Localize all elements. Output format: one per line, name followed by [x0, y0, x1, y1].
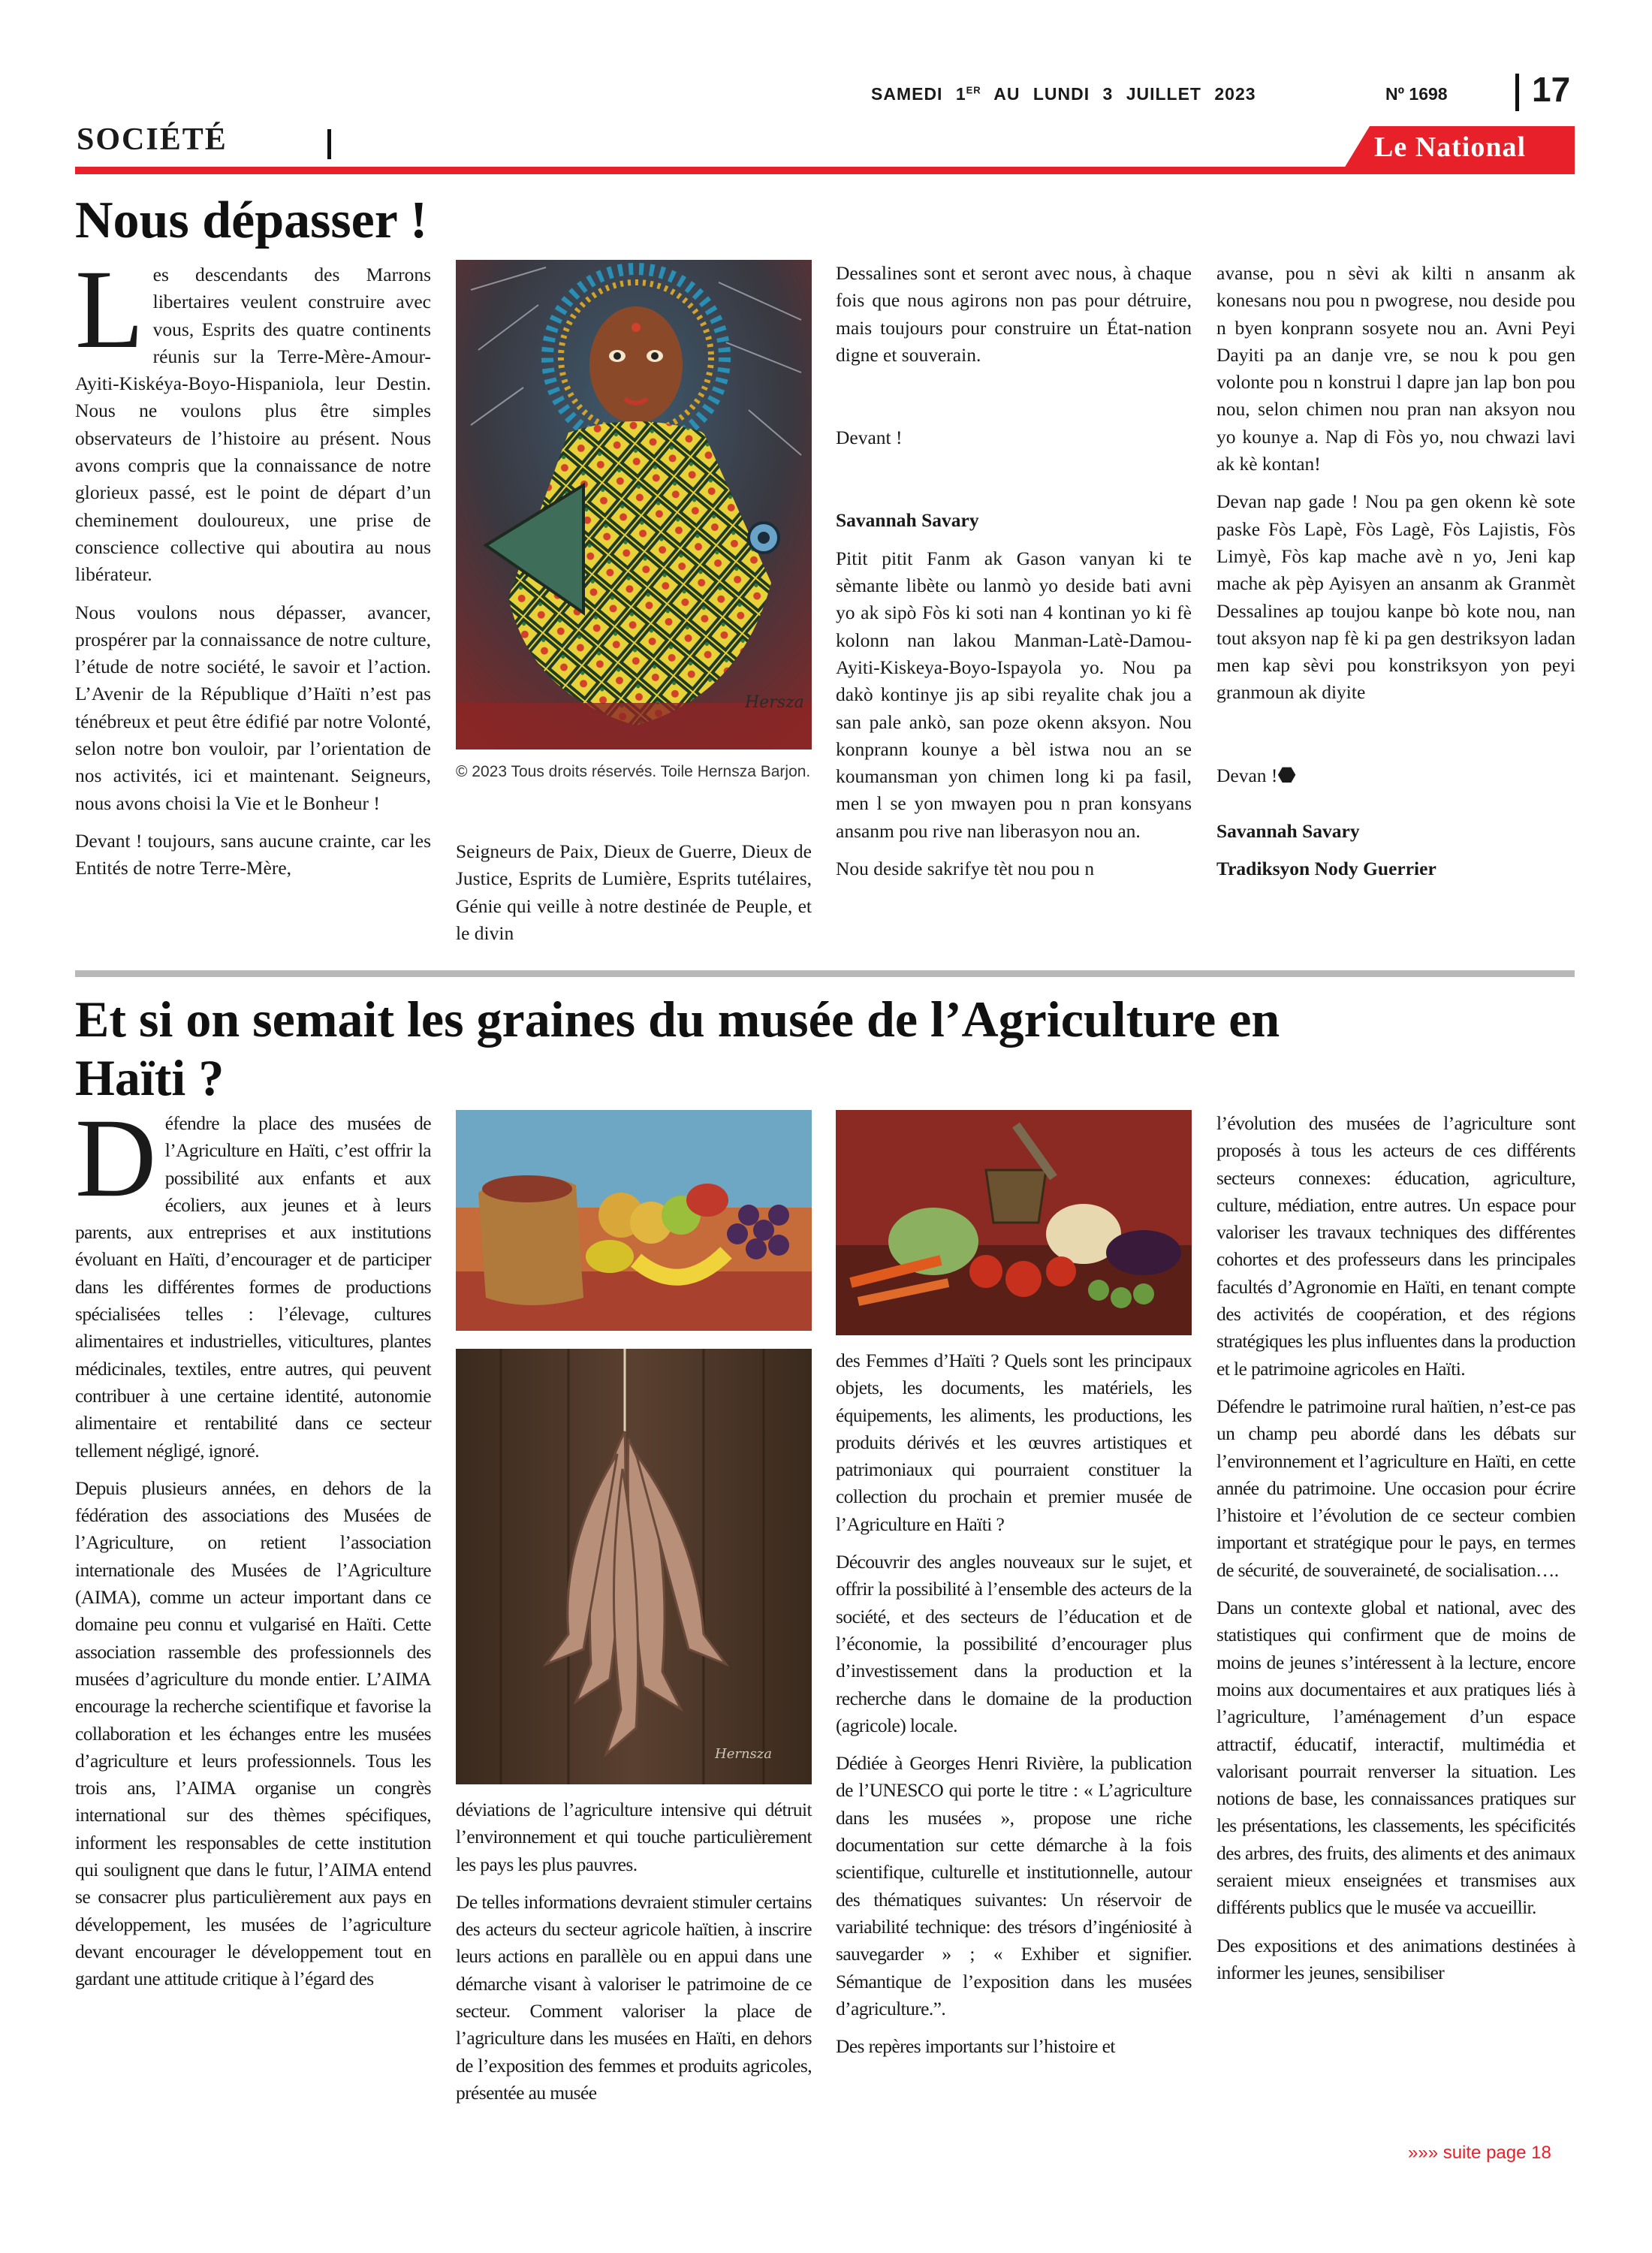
continued-link[interactable]: »»» suite page 18 [1408, 2143, 1551, 2163]
fish-painting-signature: Hernsza [715, 1746, 772, 1762]
fruit-painting-image [456, 1110, 812, 1331]
article1-column-4: avanse, pou n sèvi ak kilti n ansanm ak konesans nou pou n pwogrese, nou deside pou n byen konprann sosyete nou an. Avni Peyi Dayiti pa an danje vre, se nou k pou gen volonte pou n konstrui l dapre jan lap bon pou nou, selon chimen nou pran nan aksyon nou yo kounye a. Nap di Fòs yo, nou chwazi lavi ak kè kontan! Devan nap gade ! Nou pa gen okenn kè sote paske Fòs Lapè, Fòs Lagè, Fòs Lajistis, Fòs Limyè, Fòs kap mache avè n yo, Jeni kap mache ak pèp Ayisyen an ansanm ak Granmèt Dessalines ap toujou kanpe bò kote nou, nan tout aksyon nap fè ki pa gen destriksyon ladan men kap sèvi pou konstriksyon yon peyi granmoun ak diyite Devan !⬣ Savannah Savary Tradiksyon Nody Guerrier [1216, 260, 1575, 894]
header-rule [75, 167, 1575, 174]
image-caption: © 2023 Tous droits réservés. Toile Hernsza Barjon. [456, 763, 811, 780]
article-divider [75, 970, 1575, 977]
section-title: SOCIÉTÉ [77, 122, 228, 157]
translator-credit: Tradiksyon Nody Guerrier [1216, 858, 1436, 880]
fish-painting-image [456, 1349, 812, 1784]
page-number: 17 [1532, 70, 1571, 109]
section-divider [327, 129, 331, 159]
issue-number: Nº 1698 [1385, 84, 1448, 104]
end-mark-icon: ⬣ [1277, 763, 1296, 787]
article1-column-2: Seigneurs de Paix, Dieux de Guerre, Dieux de Justice, Esprits de Lumière, Esprits tutélaires, Génie qui veille à notre destinée de Peuple, et le divin [456, 840, 812, 944]
vegetable-painting-image [836, 1110, 1192, 1335]
article2-title: Et si on semait les graines du musée de l’Agriculture en Haïti ? [75, 991, 1280, 1106]
article1-title: Nous dépasser ! [75, 192, 428, 249]
header-divider [1515, 74, 1519, 111]
brand-name: Le National [1374, 131, 1527, 163]
dropcap: L [75, 247, 144, 372]
article2-column-3: des Femmes d’Haïti ? Quels sont les principaux objets, les documents, les matériels, les équipements, les aliments, les productions, les produits dérivés et les œuvres artistiques et patrimoniaux qui pourraient constituer la collection du prochain et premier musée de l’Agriculture en Haïti ? Découvrir des angles nouveaux sur le sujet, et offrir la possibilité à l’ensemble des acteurs de la société, et des secteurs de l’éducation et de l’économie, la possibilité d’encourager plus d’investissement dans la production et la recherche dans le domaine de la production (agricole) locale. Dédiée à Georges Henri Rivière, la publication de l’UNESCO qui porte le titre : « L’agriculture dans les musées », propose une riche documentation sur cette démarche à la fois scientifique, culturelle et institutionnelle, autour des thématiques suivantes: Un réservoir de variabilité technique: des trésors d’ingéniosité à sauvegarder » ; « Exhiber et signifier. Sémantique de l’exposition dans les musées d’agriculture.”. Des repères importants sur l’histoire et [836, 1350, 1192, 2058]
article1-column-1: Les descendants des Marrons libertaires veulent construire avec vous, Esprits des quatre continents réunis sur la Terre-Mère-Amour-Ayiti-Kiskéya-Boyo-Hispaniola, leur Destin. Nous ne voulons plus être simples observateurs de l’histoire au présent. Nous avons compris que la connaissance de notre glorieux passé, est le point de départ d’un cheminement douloureux, une prise de conscience collective qui aboutira au nous libérateur. Nous voulons nous dépasser, avancer, prospérer par la connaissance de notre culture, l’étude de notre société, le savoir et l’action. L’Avenir de la République d’Haïti n’est pas ténébreux et peut être édifié par notre Volonté, selon notre bon vouloir, par l’orientation de nos activités, ici et maintenant. Seigneurs, nous avons choisi la Vie et le Bonheur ! Devant ! toujours, sans aucune crainte, car les Entités de notre Terre-Mère, [75, 247, 431, 879]
painting-image [456, 260, 812, 749]
article2-column-2: déviations de l’agriculture intensive qui détruit l’environnement et qui touche particulièrement les pays les plus pauvres. De telles informations devraient stimuler certains des acteurs du secteur agricole haïtien, à inscrire leurs actions en parallèle ou en appui dans une démarche visant à valoriser le patrimoine de ce secteur. Comment valoriser la place de l’agriculture dans les musées en Haïti, en dehors de l’exposition des femmes et produits agricoles, présentée au musée [456, 1799, 812, 2104]
author-signature: Savannah Savary [836, 509, 979, 532]
article2-column-1: Défendre la place des musées de l’Agriculture en Haïti, c’est offrir la possibilité aux enfants et aux écoliers, aux jeunes et à leurs parents, aux entreprises et aux institutions évoluant en Haïti, d’encourager et de participer dans les différentes formes de productions spécialisées telles : l’élevage, cultures alimentaires et industrielles, viticultures, plantes médicinales, textiles, entre autres, qui peuvent contribuer à une certaine identité, autonomie alimentaire et rentabilité dans ce secteur tellement négligé, ignoré. Depuis plusieurs années, en dehors de la fédération des associations des Musées de l’Agriculture, on retient l’association internationale des Musées de l’Agriculture (AIMA), comme un acteur important dans ce domaine peu connu et vulgarisé en Haïti. Cette association rassemble des professionnels des musées d’agriculture du monde entier. L’AIMA encourage la recherche scientifique et favorise la collaboration et les échanges entre les musées d’agriculture et leurs professionnels. Tous les trois ans, l’AIMA organise un congrès international sur des thèmes spécifiques, informent les responsables de cette institution qui soulignent que dans le futur, l’AIMA entend se consacrer plus particulièrement aux pays en développement, les musées de l’agriculture devant encourager le développement tout en gardant une attitude critique à l’égard des [75, 1096, 431, 1990]
dropcap: D [75, 1096, 156, 1220]
article2-column-4: l’évolution des musées de l’agriculture sont proposés à tous les acteurs de ces différents secteurs connexes: éducation, agriculture, culture, médiation, entre autres. Un espace pour valoriser les travaux techniques des différentes cohortes et des professeurs dans les principales facultés d’Agronomie en Haïti, en tenant compte des activités de coopération, et des régions stratégiques les plus influentes dans la production et le patrimoine agricoles en Haïti. Défendre le patrimoine rural haïtien, n’est-ce pas un champ peu abordé dans les débats sur l’environnement et l’agriculture en Haïti, en cette année du patrimoine. Une occasion pour écrire l’histoire et l’évolution de ce secteur combien important et stratégique pour le pays, en termes de sécurité, de souveraineté, de socialisation…. Dans un contexte global et national, avec des statistiques qui confirment que de moins de moins de jeunes s’intéressent à la lecture, encore moins aux documentaires et aux pratiques liés à l’agriculture, l’aménagement d’un espace attractif, éducatif, interactif, multimédia et valorisant pourrait renverser la situation. Les notions de base, les connaissances pratiques sur les présentations, les classements, les spécificités des arbres, des fruits, des aliments et des animaux seraient mieux enseignées et transmises aux différents publics que le musée va accueillir. Des expositions et des animations destinées à informer les jeunes, sensibiliser [1216, 1112, 1575, 1983]
issue-date: SAMEDI 1ER AU LUNDI 3 JUILLET 2023 [871, 84, 1256, 104]
painting-signature: Hersza [745, 693, 804, 712]
article1-column-3: Dessalines sont et seront avec nous, à chaque fois que nous agirons non pas pour détruire, mais toujours pour construire un État-nation digne et souverain. Devant ! Savannah Savary Pitit pitit Fanm ak Gason vanyan ki te sèmante libète ou lanmò yo deside bati avni yo ak sipò Fòs ki soti nan 4 kontinan yo ki fè kolonn nan lakou Manman-Latè-Damou-Ayiti-Kiskeya-Boyo-Ispayola yo. Nou pa dakò kontinye jis ap sibi reyalite chak jou a san pale ankò, san poze okenn aksyon. Nou konprann kounye a bèl istwa nou an se koumansman yon chimen long ki pa fasil, men l se yon mwayen pou n pran konsyans ansanm pou rive nan liberasyon nou an. Nou deside sakrifye tèt nou pou n [836, 262, 1192, 880]
author-signature: Savannah Savary [1216, 820, 1360, 843]
